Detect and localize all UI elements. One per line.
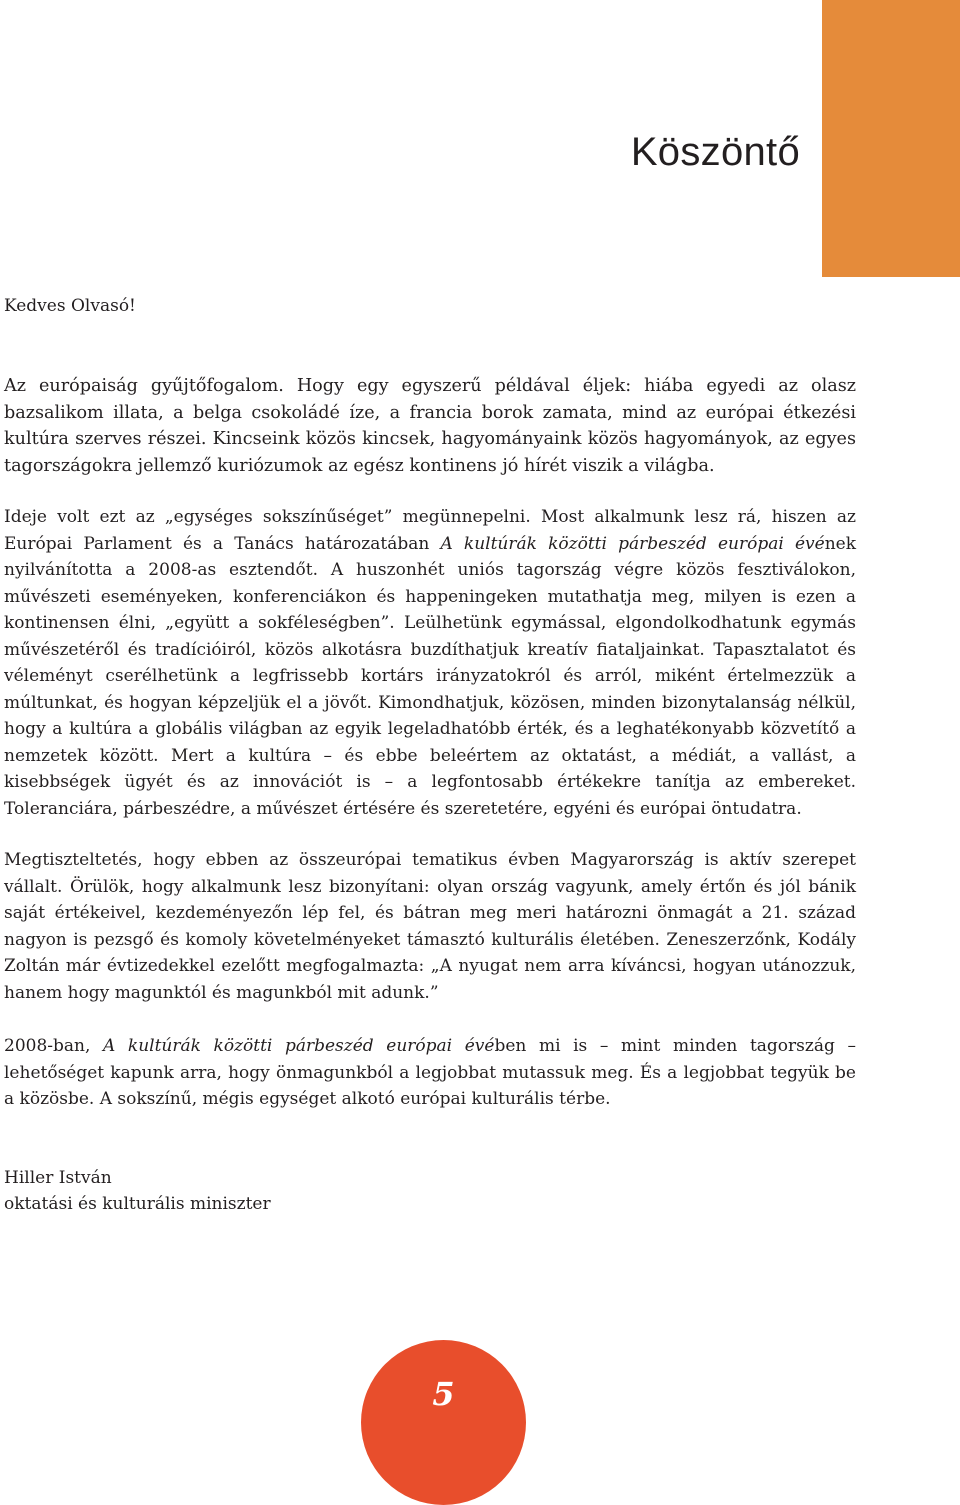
paragraph-2-italic-title: A kultúrák közötti párbeszéd európai évé [440, 533, 825, 554]
corner-color-block [822, 0, 960, 277]
page-title: Köszöntő [630, 130, 800, 174]
paragraph-4 [4, 1033, 856, 1113]
paragraph-3: Megtiszteltetés, hogy ebben az összeurópai tematikus évben Magyarország is aktív szerepet vállalt. Örülök, hogy alkalmunk lesz bizonyítani: olyan ország vagyunk, amely értőn és jól bánik saját értékeivel, kezdeményezőn lép fel, és bátran meg meri határozni önmagát a 21. század nagyon is pezsgő és komoly követelményeket támasztó kulturális életében. Zeneszerzőnk, Kodály Zoltán már évtizedekkel ezelőtt megfogalmazta: „A nyugat nem arra kíváncsi, hogyan utánozzuk, hanem hogy magunktól és magunkból mit adunk.” [4, 850, 856, 1003]
paragraph-1: Az európaiság gyűjtőfogalom. Hogy egy egyszerű példával éljek: hiába egyedi az olasz bazsalikom illata, a belga csokoládé íze, a francia borok zamata, mind az európai étkezési kultúra szerves részei. Kincseink közös kincsek, hagyományaink közös hagyományok, az egyes tagországokra jellemző kuriózumok az egész kontinens jó hírét viszik a világba. [4, 376, 856, 476]
signature-name: Hiller István [4, 1168, 112, 1188]
page-number: 5 [432, 1375, 455, 1413]
paragraph-2 [4, 504, 856, 822]
signature-role: oktatási és kulturális miniszter [4, 1194, 271, 1214]
paragraph-2-text-a: Ideje volt ezt az „egységes sokszínűséget” megünnepelni. Most alkalmunk lesz rá, hiszen az Európai Parlament és a Tanács határozatában [4, 507, 856, 554]
paragraph-4-text-a: 2008-ban, [4, 1036, 103, 1056]
paragraph-4-italic-title: A kultúrák közötti párbeszéd európai évé [103, 1036, 495, 1056]
paragraph-2-text-b: nek nyilvánította a 2008-as esztendőt. A huszonhét uniós tagország végre közös fesztiválokon, művészeti eseményeken, konferenciákon és happeningeken mutathatja meg, milyen is ezen a kontinensen élni, „együtt a sokféleségben”. Leülhetünk egymással, elgondolkodhatunk egymás művészetéről és tradícióiról, közös alkotásra buzdíthatjuk kreatív fiataljainkat. Tapasztalatot és véleményt cserélhetünk a legfrissebb kortárs irányzatokról és arról, miként értelmezzük a múltunkat, és hogyan képzeljük el a jövőt. Kimondhatjuk, közösen, minden bizonytalanság nélkül, hogy a kultúra a globális világban az egyik legeladhatóbb érték, és a leghatékonyabb közvetítő a nemzetek között. Mert a kultúra – és ebbe beleértem az oktatást, a médiát, a vallást, a kisebbségek ügyét és az innovációt is – a legfontosabb értékekre tanítja az embereket. Toleranciára, párbeszédre, a művészet értésére és szeretetére, egyéni és európai öntudatra. [4, 533, 856, 819]
greeting: Kedves Olvasó! [4, 296, 136, 316]
paragraph-4-text-b: ben mi is – mint minden tagország – lehetőséget kapunk arra, hogy önmagunkból a legjobbat mutassuk meg. És a legjobbat tegyük be a közösbe. A sokszínű, mégis egységet alkotó európai kulturális térbe. [4, 1036, 856, 1109]
page-number-circle [361, 1340, 526, 1505]
